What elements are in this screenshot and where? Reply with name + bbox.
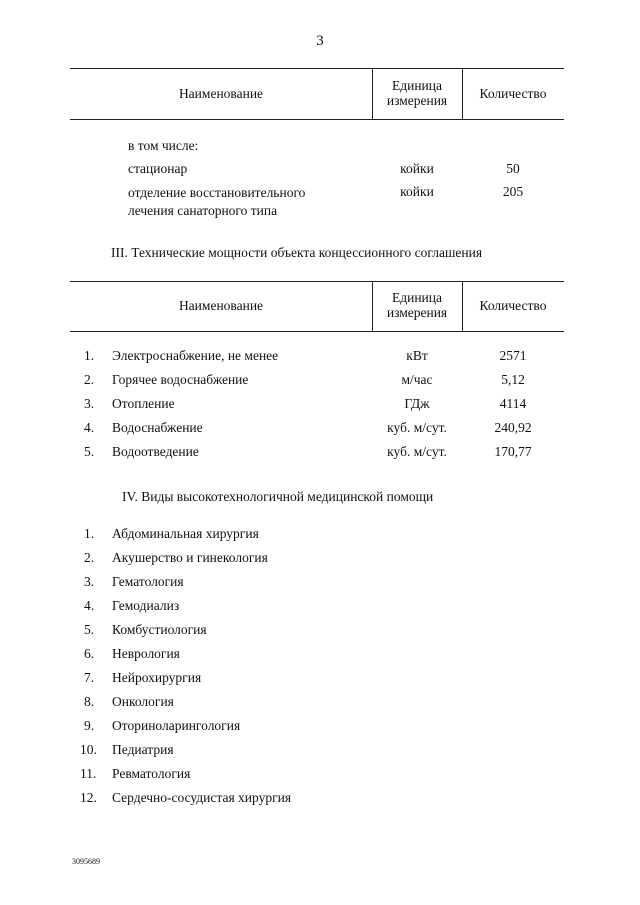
list-item-num: 11.	[80, 766, 97, 781]
section3-row-qty: 240,92	[494, 420, 532, 435]
list-item: Гематология	[112, 574, 184, 589]
section3-row-name: Отопление	[112, 396, 175, 411]
section3-header-unit-line2: измерения	[386, 305, 448, 320]
list-item: Онкология	[112, 694, 174, 709]
section3-row-num: 5.	[84, 444, 95, 459]
table1-header-name: Наименование	[178, 86, 264, 101]
table1-row-qty: 50	[506, 161, 520, 176]
list-item: Нейрохирургия	[112, 670, 202, 685]
section3-row-name: Водоотведение	[112, 444, 199, 459]
list-item: Оториноларингология	[112, 718, 241, 733]
section3-title: III. Технические мощности объекта концессионного соглашения	[111, 245, 483, 260]
table1-top-rule	[70, 68, 564, 69]
table1-row-name	[128, 184, 305, 220]
table1-row-name-line1: отделение восстановительного	[128, 185, 306, 200]
section3-header-name: Наименование	[178, 298, 264, 313]
section3-row-unit: кВт	[406, 348, 428, 363]
section3-row-qty: 2571	[499, 348, 527, 363]
section3-row-num: 4.	[84, 420, 95, 435]
table1-row-unit: койки	[400, 184, 434, 199]
section3-row-unit: ГДж	[404, 396, 430, 411]
list-item-num: 5.	[84, 622, 95, 637]
table1-row-unit: койки	[400, 161, 434, 176]
list-item-num: 4.	[84, 598, 95, 613]
table1-row-name: в том числе:	[128, 138, 199, 153]
table1-bottom-rule	[70, 119, 564, 120]
section3-row-unit: м/час	[401, 372, 433, 387]
section3-row-unit: куб. м/сут.	[387, 420, 447, 435]
table1-header-unit-line1: Единица	[391, 78, 442, 93]
section3-row-num: 3.	[84, 396, 95, 411]
table1-row-name: стационар	[128, 161, 188, 176]
list-item: Комбустиология	[112, 622, 207, 637]
section3-row-qty: 170,77	[494, 444, 532, 459]
list-item: Ревматология	[112, 766, 191, 781]
list-item-num: 9.	[84, 718, 95, 733]
section3-row-num: 2.	[84, 372, 95, 387]
section3-row-qty: 5,12	[501, 372, 525, 387]
section3-header-qty: Количество	[479, 298, 547, 313]
section3-header-unit-line1: Единица	[391, 290, 442, 305]
section3-row-name: Водоснабжение	[112, 420, 203, 435]
section3-bottom-rule	[70, 331, 564, 332]
table1-header-unit-line2: измерения	[386, 93, 448, 108]
document-code: 3095689	[72, 857, 100, 866]
list-item-num: 12.	[80, 790, 97, 805]
section3-header-unit	[372, 290, 462, 320]
list-item-num: 8.	[84, 694, 95, 709]
section3-row-qty: 4114	[499, 396, 527, 411]
list-item: Акушерство и гинекология	[112, 550, 268, 565]
table1-row-qty: 205	[502, 184, 524, 199]
table1-header-unit	[372, 78, 462, 108]
section3-top-rule	[70, 281, 564, 282]
table1-header-qty: Количество	[479, 86, 547, 101]
list-item-num: 6.	[84, 646, 95, 661]
section4-title: IV. Виды высокотехнологичной медицинской помощи	[122, 489, 434, 504]
list-item-num: 7.	[84, 670, 95, 685]
list-item: Сердечно-сосудистая хирургия	[112, 790, 292, 805]
list-item-num: 2.	[84, 550, 95, 565]
list-item: Гемодиализ	[112, 598, 180, 613]
list-item-num: 10.	[80, 742, 97, 757]
page-number: 3	[316, 33, 324, 49]
section3-row-unit: куб. м/сут.	[387, 444, 447, 459]
list-item: Педиатрия	[112, 742, 174, 757]
section3-row-num: 1.	[84, 348, 95, 363]
list-item-num: 1.	[84, 526, 95, 541]
list-item: Абдоминальная хирургия	[112, 526, 259, 541]
section3-row-name: Электроснабжение, не менее	[112, 348, 279, 363]
list-item: Неврология	[112, 646, 180, 661]
table1-row-name-line2: лечения санаторного типа	[128, 203, 278, 218]
section3-row-name: Горячее водоснабжение	[112, 372, 249, 387]
list-item-num: 3.	[84, 574, 95, 589]
